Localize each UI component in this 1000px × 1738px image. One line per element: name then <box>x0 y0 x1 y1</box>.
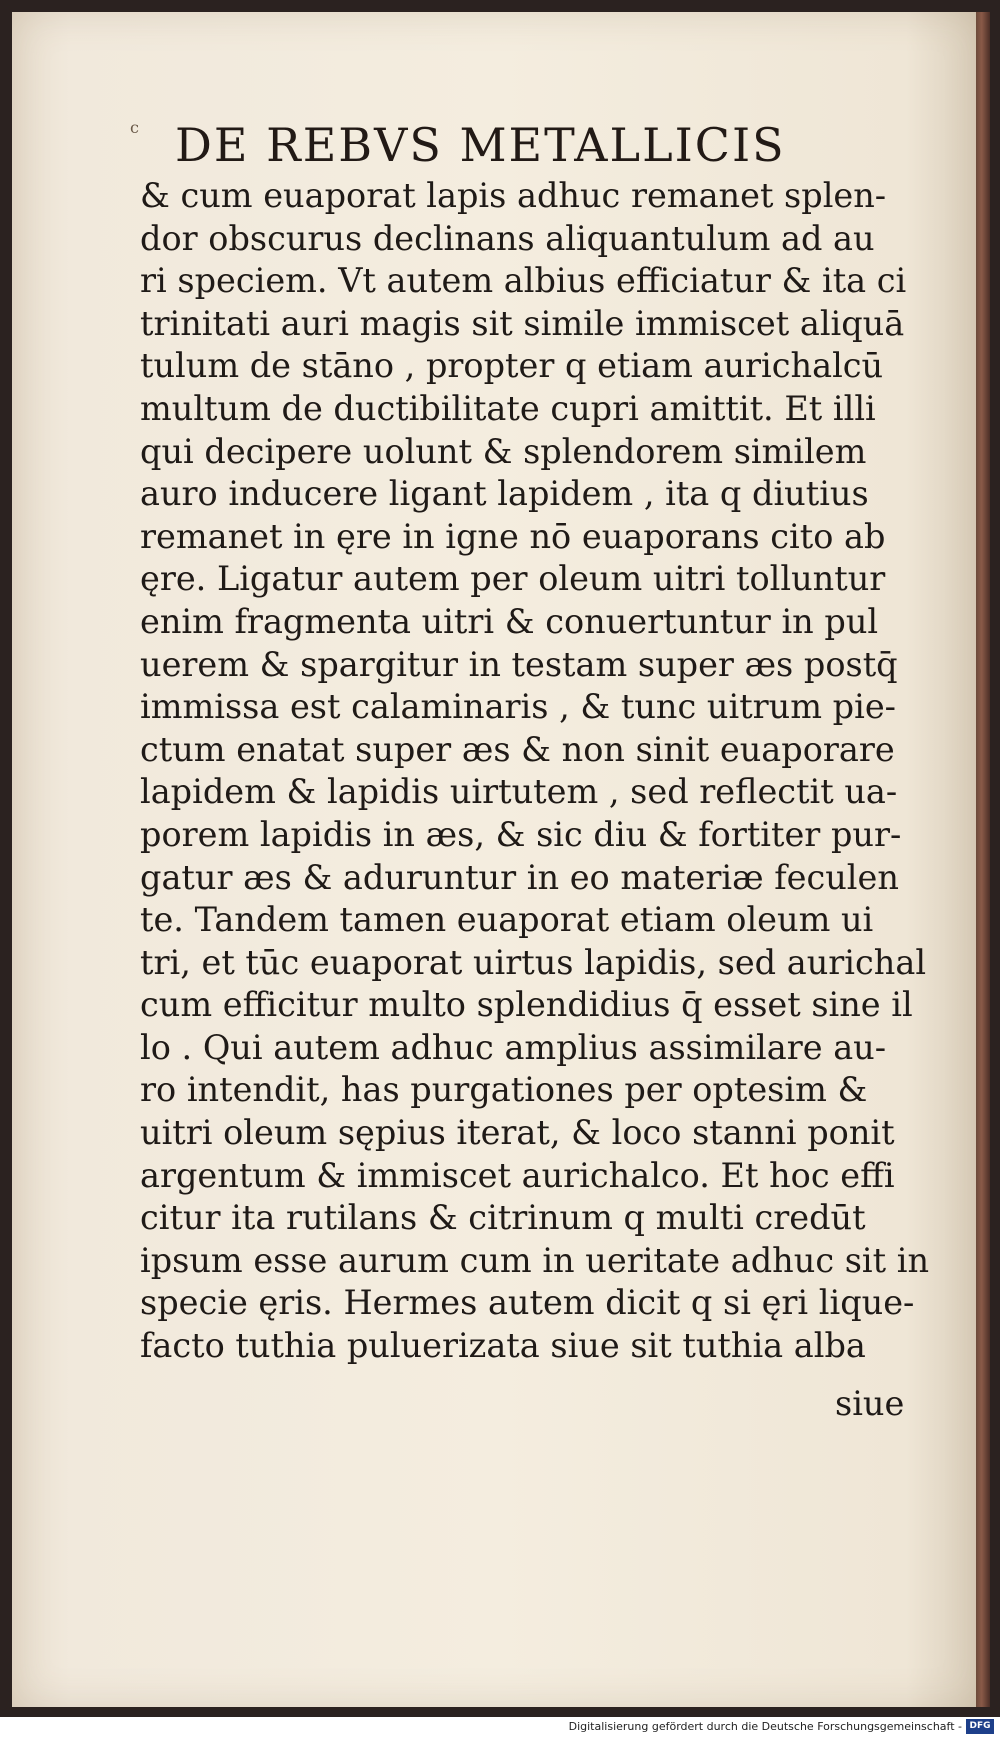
corner-mark: c <box>130 118 139 137</box>
text-line: lapidem & lapidis uirtutem , sed reflectit ua- <box>140 772 898 812</box>
text-line: tulum de stāno , propter q etiam aurichalcū <box>140 346 884 386</box>
text-line: ro intendit, has purgationes per optesim & <box>140 1070 868 1110</box>
text-line: auro inducere ligant lapidem , ita q diutius <box>140 474 869 514</box>
text-line: trinitati auri magis sit simile immiscet aliquā <box>140 303 905 343</box>
text-line: ęre. Ligatur autem per oleum uitri tolluntur <box>140 559 886 599</box>
text-line: enim fragmenta uitri & conuertuntur in pul <box>140 601 879 641</box>
text-line: remanet in ęre in igne nō euaporans cito ab <box>140 516 886 556</box>
text-line: specie ęris. Hermes autem dicit q si ęri lique- <box>140 1283 915 1323</box>
text-line: multum de ductibilitate cupri amittit. Et illi <box>140 388 876 428</box>
text-line: gatur æs & aduruntur in eo materiæ feculen <box>140 857 899 897</box>
text-line: porem lapidis in æs, & sic diu & fortiter pur- <box>140 814 902 854</box>
catchword: siue <box>835 1384 905 1423</box>
text-line: & cum euaporat lapis adhuc remanet splen- <box>140 176 887 215</box>
text-line: facto tuthia puluerizata siue sit tuthia alba <box>140 1326 866 1366</box>
text-line: qui decipere uolunt & splendorem similem <box>140 431 867 471</box>
text-line: dor obscurus declinans aliquantulum ad au <box>140 218 875 258</box>
text-line: ri speciem. Vt autem albius efficiatur & ita ci <box>140 261 907 301</box>
footer-credit: Digitalisierung gefördert durch die Deutsche Forschungsgemeinschaft - <box>568 1720 962 1733</box>
text-line: citur ita rutilans & citrinum q multi credūt <box>140 1198 866 1238</box>
text-line: ctum enatat super æs & non sinit euaporare <box>140 729 895 769</box>
text-line: ipsum esse aurum cum in ueritate adhuc sit in <box>140 1240 930 1280</box>
footer-bar <box>0 1717 1000 1738</box>
text-line: uitri oleum sępius iterat, & loco stanni ponit <box>140 1113 895 1153</box>
dfg-logo: DFG <box>966 1719 994 1734</box>
text-line: uerem & spargitur in testam super æs postq̄ <box>140 644 898 684</box>
text-line: te. Tandem tamen euaporat etiam oleum ui <box>140 900 874 940</box>
text-line: immissa est calaminaris , & tunc uitrum pie- <box>140 687 896 727</box>
text-line: lo . Qui autem adhuc amplius assimilare au- <box>140 1027 887 1067</box>
page-edge <box>976 12 990 1707</box>
text-line: tri, et tūc euaporat uirtus lapidis, sed aurichal <box>140 942 927 982</box>
text-block <box>140 175 930 1368</box>
text-line: argentum & immiscet aurichalco. Et hoc effi <box>140 1155 895 1195</box>
text-line: cum efficitur multo splendidius q̄ esset sine il <box>140 985 913 1025</box>
running-head: DE REBVS METALLICIS <box>175 118 786 172</box>
